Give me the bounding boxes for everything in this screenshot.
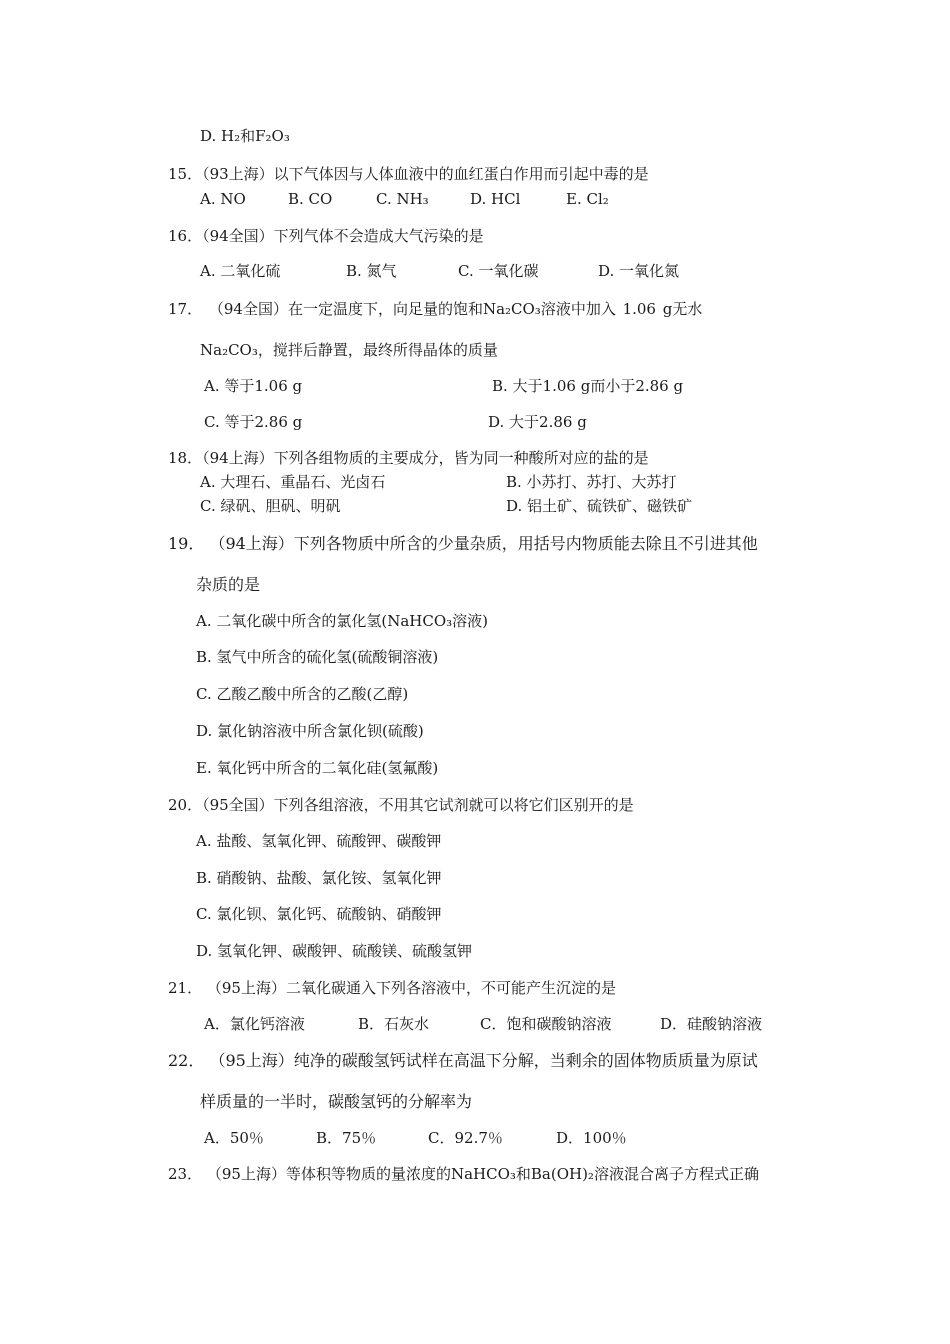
- question-22-cont: 样质量的一半时，碳酸氢钙的分解率为: [200, 1092, 473, 1111]
- q17-option-a: A. 等于1.06 g: [204, 377, 303, 395]
- q15-option-a: A. NO: [200, 190, 246, 208]
- q18-option-a: A. 大理石、重晶石、光卤石: [200, 473, 386, 491]
- q19-option-a: A. 二氧化碳中所含的氯化氢(NaHCO₃溶液): [196, 612, 489, 630]
- question-17: 17． （94全国）在一定温度下，向足量的饱和Na₂CO₃溶液中加入 1.06 g无水: [168, 300, 703, 318]
- question-15: 15．（93上海）以下气体因与人体血液中的血红蛋白作用而引起中毒的是: [168, 165, 649, 183]
- question-21: 21． （95上海）二氧化碳通入下列各溶液中，不可能产生沉淀的是: [168, 979, 616, 997]
- question-23: 23． （95上海）等体积等物质的量浓度的NaHCO₃和Ba(OH)₂溶液混合离子方程式正确: [168, 1165, 759, 1183]
- q19-option-c: C. 乙酸乙酸中所含的乙酸(乙醇): [196, 685, 409, 703]
- option-d-q14: D. H₂和F₂O₃: [200, 127, 290, 145]
- q21-option-d: D．硅酸钠溶液: [660, 1015, 763, 1033]
- question-22: 22． （95上海）纯净的碳酸氢钙试样在高温下分解，当剩余的固体物质质量为原试: [168, 1051, 758, 1070]
- q16-option-b: B. 氮气: [346, 262, 397, 280]
- q15-option-d: D. HCl: [470, 190, 521, 208]
- q19-option-d: D. 氯化钠溶液中所含氯化钡(硫酸): [196, 722, 424, 740]
- q22-option-c: C．92.7％: [428, 1129, 503, 1147]
- question-19-cont: 杂质的是: [196, 575, 261, 594]
- q21-option-b: B．石灰水: [358, 1015, 430, 1033]
- q15-option-c: C. NH₃: [376, 190, 429, 208]
- q19-option-b: B. 氢气中所含的硫化氢(硫酸铜溶液): [196, 648, 439, 666]
- q18-option-d: D. 铝土矿、硫铁矿、磁铁矿: [506, 497, 693, 515]
- q22-option-b: B．75％: [316, 1129, 377, 1147]
- question-20: 20．（95全国）下列各组溶液，不用其它试剂就可以将它们区别开的是: [168, 796, 634, 814]
- question-19: 19． （94上海）下列各物质中所含的少量杂质，用括号内物质能去除且不引进其他: [168, 534, 758, 553]
- q18-option-b: B. 小苏打、苏打、大苏打: [506, 473, 677, 491]
- q20-option-c: C. 氯化钡、氯化钙、硫酸钠、硝酸钾: [196, 905, 442, 923]
- q15-option-b: B. CO: [288, 190, 333, 208]
- question-16: 16．（94全国）下列气体不会造成大气污染的是: [168, 227, 484, 245]
- q17-option-b: B. 大于1.06 g而小于2.86 g: [492, 377, 684, 395]
- q20-option-b: B. 硝酸钠、盐酸、氯化铵、氢氧化钾: [196, 869, 442, 887]
- q17-option-d: D. 大于2.86 g: [488, 413, 587, 431]
- q18-option-c: C. 绿矾、胆矾、明矾: [200, 497, 341, 515]
- q16-option-c: C. 一氧化碳: [458, 262, 539, 280]
- q20-option-a: A. 盐酸、氢氧化钾、硫酸钾、碳酸钾: [196, 832, 442, 850]
- question-17-cont: Na₂CO₃，搅拌后静置，最终所得晶体的质量: [200, 341, 498, 359]
- q17-option-c: C. 等于2.86 g: [204, 413, 303, 431]
- q22-option-a: A．50％: [204, 1129, 264, 1147]
- q21-option-c: C．饱和碳酸钠溶液: [480, 1015, 612, 1033]
- q22-option-d: D．100％: [556, 1129, 627, 1147]
- q21-option-a: A．氯化钙溶液: [204, 1015, 305, 1033]
- q16-option-a: A. 二氧化硫: [200, 262, 281, 280]
- question-18: 18．（94上海）下列各组物质的主要成分，皆为同一种酸所对应的盐的是: [168, 449, 649, 467]
- q20-option-d: D. 氢氧化钾、碳酸钾、硫酸镁、硫酸氢钾: [196, 942, 473, 960]
- q15-option-e: E. Cl₂: [566, 190, 609, 208]
- q19-option-e: E. 氧化钙中所含的二氧化硅(氢氟酸): [196, 759, 439, 777]
- q16-option-d: D. 一氧化氮: [598, 262, 680, 280]
